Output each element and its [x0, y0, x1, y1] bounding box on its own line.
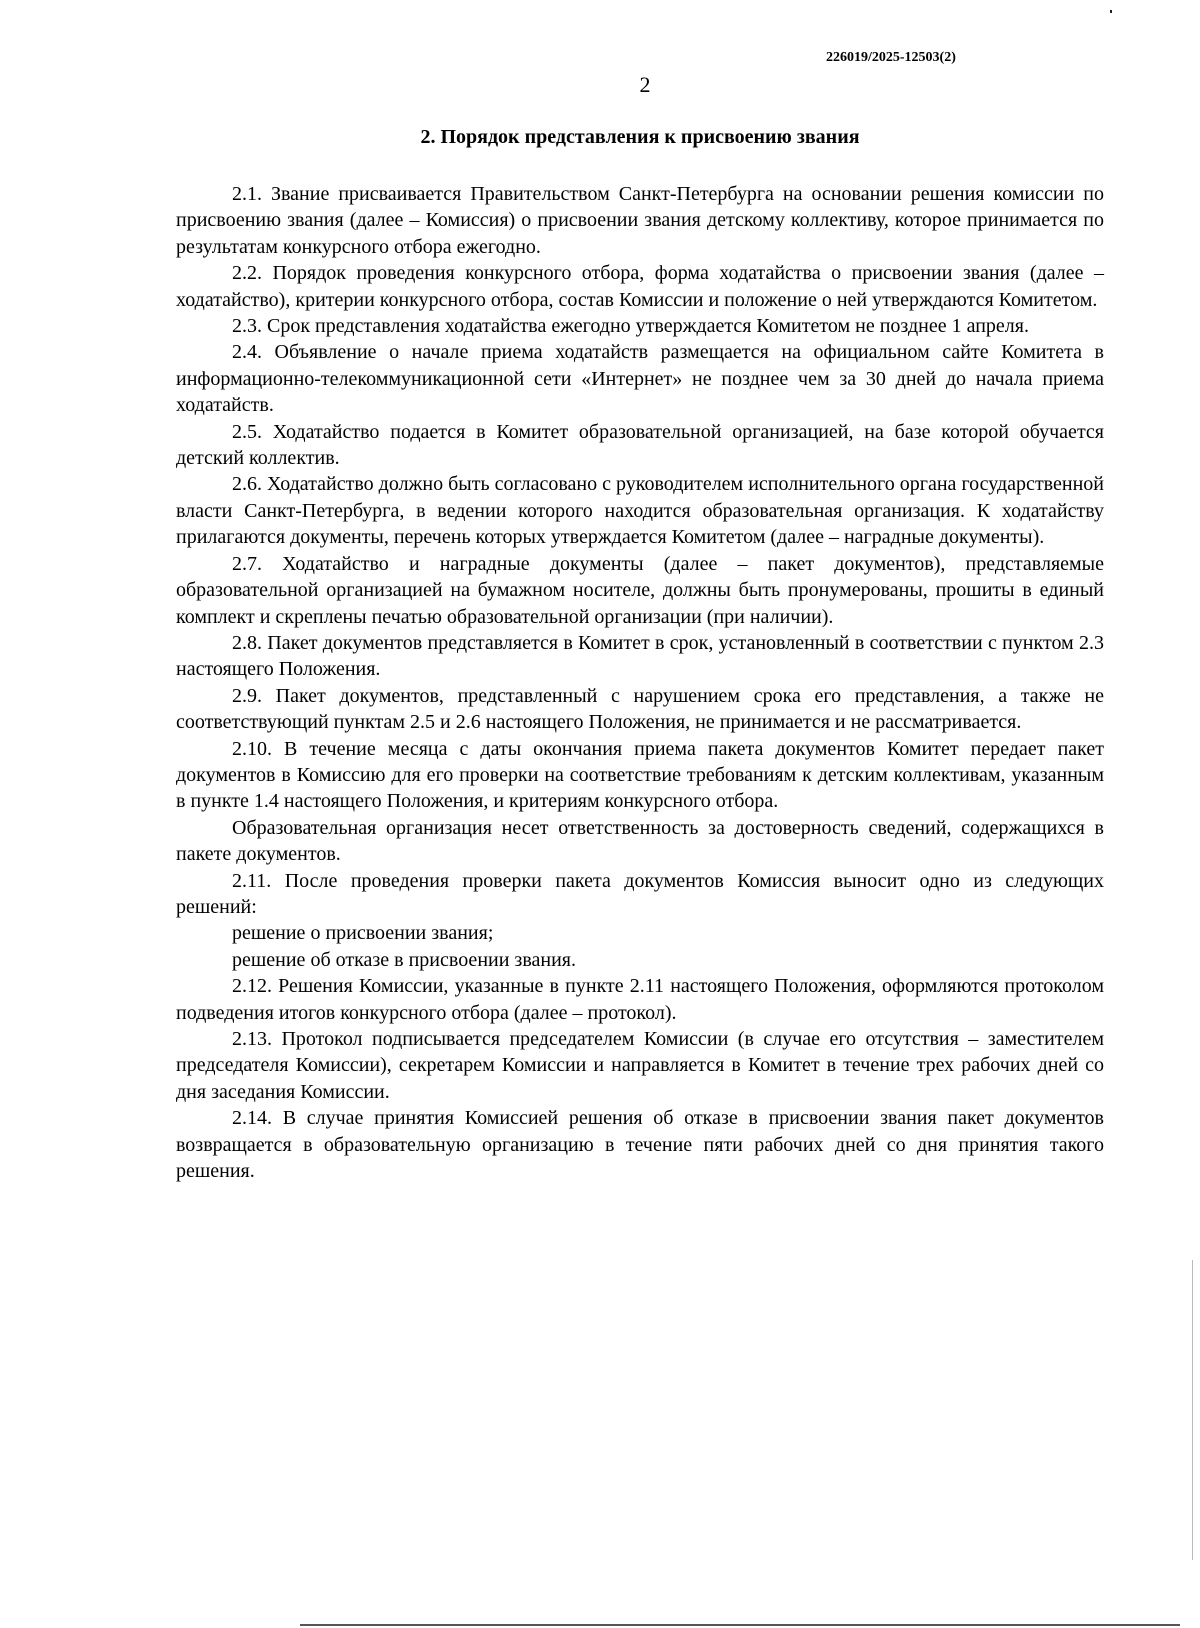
paragraph-2-11: 2.11. После проведения проверки пакета документов Комиссия выносит одно из следующих решений: [176, 869, 1104, 918]
paragraph-2-8: 2.8. Пакет документов представляется в Комитет в срок, установленный в соответствии с пунктом 2.3 настоящего Положения. [176, 631, 1104, 681]
document-number: 226019/2025-12503(2) [826, 50, 956, 65]
paragraph-2-4: 2.4. Объявление о начале приема ходатайств размещается на официальном сайте Комитета в информационно-телекоммуникационной сети «Интернет» не позднее чем за 30 дней до начала приема ходатайств. [176, 341, 1104, 417]
scan-dot-top-right [1110, 10, 1112, 13]
paragraph-2-9: 2.9. Пакет документов, представленный с нарушением срока его представления, а также не соответствующий пунктам 2.5 и 2.6 настоящего Положения, не принимается и не рассматривается. [176, 684, 1104, 734]
paragraph-2-2: 2.2. Порядок проведения конкурсного отбора, форма ходатайства о присвоении звания (далее – ходатайство), критерии конкурсного отбора, состав Комиссии и положение о ней утверждаются Комитетом. [176, 262, 1104, 311]
paragraph-2-13: 2.13. Протокол подписывается председателем Комиссии (в случае его отсутствия – заместителем председателя Комиссии), секретарем Комиссии и направляется в Комитет в течение трех рабочих дней со дня заседания Комиссии. [176, 1028, 1104, 1103]
paragraph-2-3: 2.3. Срок представления ходатайства ежегодно утверждается Комитетом не позднее 1 апреля. [232, 315, 1029, 338]
paragraph-2-14: 2.14. В случае принятия Комиссией решения об отказе в присвоении звания пакет документов возвращается в образовательную организацию в течение пяти рабочих дней со дня принятия такого решения. [176, 1107, 1104, 1183]
paragraph-2-5: 2.5. Ходатайство подается в Комитет образовательной организацией, на базе которой обучается детский коллектив. [176, 420, 1104, 470]
decision-item-refusal: решение об отказе в присвоении звания. [232, 948, 576, 971]
paragraph-2-7: 2.7. Ходатайство и наградные документы (далее – пакет документов), представляемые образовательной организацией на бумажном носителе, должны быть пронумерованы, прошиты в единый комплект и скреплены печатью образовательной организации (при наличии). [176, 552, 1104, 628]
paragraph-2-10: 2.10. В течение месяца с даты окончания приема пакета документов Комитет передает пакет документов в Комиссию для его проверки на соответствие требованиям к детским коллективам, указанным в пункте 1.4 настоящего Положения, и критериям конкурсного отбора. [176, 737, 1104, 813]
paragraph-2-6: 2.6. Ходатайство должно быть согласовано с руководителем исполнительного органа государственной власти Санкт-Петербурга, в ведении которого находится образовательная организация. К ходатайству прилагаются документы, перечень которых утверждается Комитетом (далее – наградные документы). [176, 473, 1104, 549]
page-number: 2 [639, 72, 651, 97]
scan-edge-bottom [300, 1624, 1180, 1626]
scan-edge-right [1192, 1260, 1193, 1560]
document-body [176, 181, 1104, 1184]
section-heading: 2. Порядок представления к присвоению звания [420, 126, 860, 148]
decision-item-award: решение о присвоении звания; [232, 922, 494, 945]
paragraph-responsibility: Образовательная организация несет ответственность за достоверность сведений, содержащихся в пакете документов. [176, 816, 1104, 866]
paragraph-2-1: 2.1. Звание присваивается Правительством Санкт-Петербурга на основании решения комиссии по присвоению звания (далее – Комиссия) о присвоении звания детскому коллективу, которое принимается по результатам конкурсного отбора ежегодно. [176, 183, 1104, 258]
paragraph-2-12: 2.12. Решения Комиссии, указанные в пункте 2.11 настоящего Положения, оформляются протоколом подведения итогов конкурсного отбора (далее – протокол). [176, 975, 1104, 1024]
